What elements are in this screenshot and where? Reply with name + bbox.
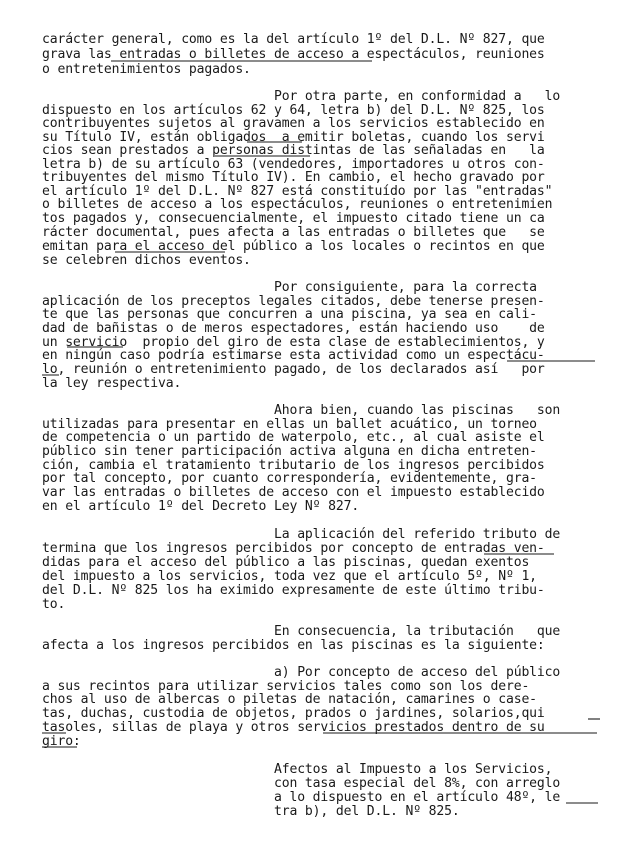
- text-line: tribuyentes del mismo Título IV). En cambio, el hecho gravado por: [42, 170, 545, 185]
- text-line: Por otra parte, en conformidad a lo: [42, 89, 561, 104]
- text-line: o entretenimientos pagados.: [42, 62, 251, 77]
- text-line: Ahora bien, cuando las piscinas son: [42, 403, 561, 418]
- text-line: contribuyentes sujetos al gravamen a los servicios establecido en: [42, 116, 545, 131]
- text-line: tasoles, sillas de playa y otros servicios prestados dentro de su: [42, 720, 545, 735]
- text-line: chos al uso de albercas o piletas de natación, camarines o case-: [42, 692, 537, 707]
- text-line: rácter documental, pues afecta a las entradas o billetes que se: [42, 225, 545, 240]
- text-line: se celebren dichos eventos.: [42, 253, 251, 268]
- text-line: La aplicación del referido tributo de: [42, 527, 561, 542]
- text-line: lo, reunión o entretenimiento pagado, de los declarados así por: [42, 362, 545, 377]
- text-line: utilizadas para presentar en ellas un ballet acuático, un torneo: [42, 417, 537, 432]
- text-line: Afectos al Impuesto a los Servicios,: [42, 762, 553, 777]
- text-line: to.: [42, 597, 66, 612]
- text-line: didas para el acceso del público a las piscinas, quedan exentos: [42, 555, 530, 570]
- text-line: tas, duchas, custodia de objetos, prados o jardines, solarios,qui: [42, 706, 545, 721]
- text-line: emitan para el acceso del público a los locales o recintos en que: [42, 239, 545, 254]
- text-line: dispuesto en los artículos 62 y 64, letra b) del D.L. Nº 825, los: [42, 103, 545, 118]
- text-line: su Título IV, están obligados a emitir boletas, cuando los servi: [42, 130, 545, 145]
- text-line: var las entradas o billetes de acceso con el impuesto establecido: [42, 485, 545, 500]
- text-line: grava las entradas o billetes de acceso a espectáculos, reuniones: [42, 47, 545, 62]
- text-line: en el artículo 1º del Decreto Ley Nº 827.: [42, 499, 360, 514]
- text-line: dad de bañistas o de meros espectadores, están haciendo uso de: [42, 321, 545, 336]
- text-line: ción, cambia el tratamiento tributario de los ingresos percibidos: [42, 458, 545, 473]
- text-line: el artículo 1º del D.L. Nº 827 está constituído por las "entradas": [42, 184, 553, 199]
- text-line: cios sean prestados a personas distintas de las señaladas en la: [42, 143, 545, 158]
- text-line: letra b) de su artículo 63 (vendedores, importadores u otros con-: [42, 157, 545, 172]
- text-line: tra b), del D.L. Nº 825.: [42, 804, 460, 819]
- text-line: con tasa especial del 8%, con arreglo: [42, 776, 561, 791]
- text-line: te que las personas que concurren a una piscina, ya sea en cali-: [42, 307, 537, 322]
- text-line: un servicio propio del giro de esta clase de establecimientos, y: [42, 335, 545, 350]
- text-line: En consecuencia, la tributación que: [42, 624, 561, 639]
- text-line: a) Por concepto de acceso del público: [42, 665, 561, 680]
- text-line: Por consiguiente, para la correcta: [42, 280, 537, 295]
- text-line: termina que los ingresos percibidos por concepto de entradas ven-: [42, 541, 545, 556]
- text-line: por tal concepto, por cuanto correspondería, evidentemente, gra-: [42, 471, 537, 486]
- text-line: a sus recintos para utilizar servicios tales como son los dere-: [42, 679, 530, 694]
- text-line: aplicación de los preceptos legales citados, debe tenerse presen-: [42, 294, 545, 309]
- text-line: tos pagados y, consecuencialmente, el impuesto citado tiene un ca: [42, 211, 545, 226]
- text-line: en ningún caso podría estimarse esta actividad como un espectácu-: [42, 348, 545, 363]
- text-line: a lo dispuesto en el artículo 48º, le: [42, 790, 561, 805]
- text-line: del D.L. Nº 825 los ha eximido expresamente de este último tribu-: [42, 583, 545, 598]
- text-line: público sin tener participación activa alguna en dicha entreten-: [42, 444, 537, 459]
- text-line: carácter general, como es la del artículo 1º del D.L. Nº 827, que: [42, 32, 545, 47]
- text-line: de competencia o un partido de waterpolo, etc., al cual asiste el: [42, 430, 545, 445]
- text-line: del impuesto a los servicios, toda vez que el artículo 5º, Nº 1,: [42, 569, 537, 584]
- text-line: la ley respectiva.: [42, 376, 182, 391]
- text-line: giro:: [42, 734, 81, 749]
- text-line: o billetes de acceso a los espectáculos, reuniones o entretenimien: [42, 197, 553, 212]
- text-line: afecta a los ingresos percibidos en las piscinas es la siguiente:: [42, 638, 545, 653]
